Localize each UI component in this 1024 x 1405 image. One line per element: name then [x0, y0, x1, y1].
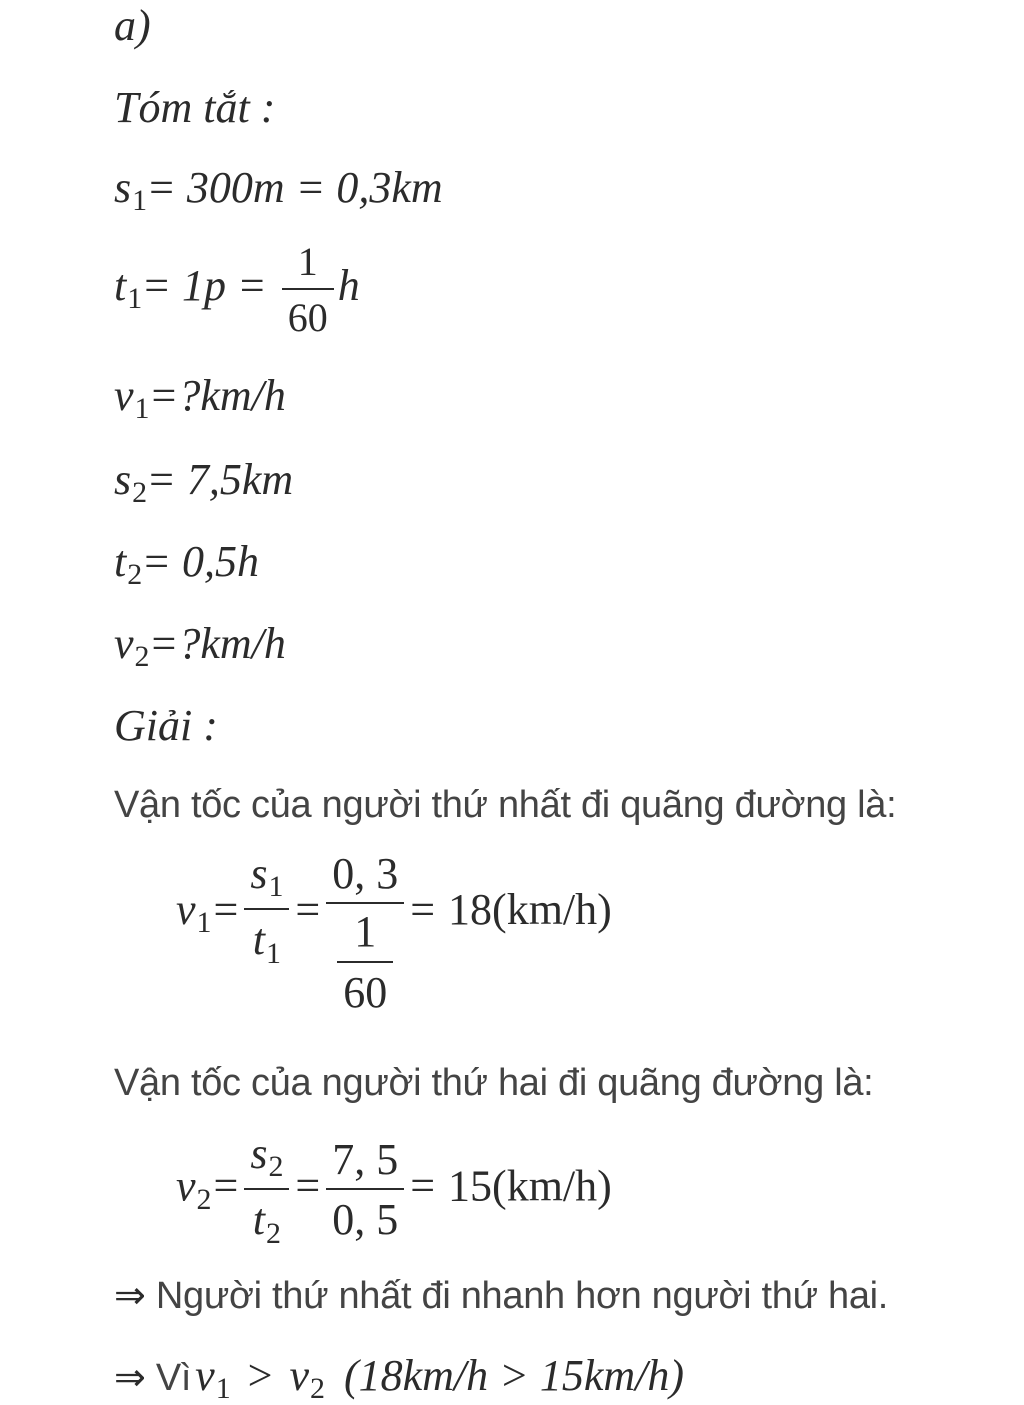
part-label: a)	[114, 1, 151, 50]
given-v2: $v_2=?km/h$	[114, 619, 286, 674]
given-s2: $s_2= 7,5km$	[114, 455, 294, 510]
solution-heading: Giải :	[114, 701, 218, 750]
conclusion: ⇒ Người thứ nhất đi nhanh hơn người thứ hai.	[114, 1273, 889, 1317]
comparison-math: $v_1 > v_2$ (18km/h > 15km/h)	[195, 1351, 685, 1405]
fraction-inner: $\frac{1}{60}$	[337, 908, 393, 1017]
implies-arrow-icon: ⇒	[114, 1273, 146, 1317]
implies-arrow-icon: ⇒	[114, 1355, 146, 1399]
given-t1: $t_1= 1p$ = $\frac{1}{60}$ h	[114, 239, 360, 340]
because-line: ⇒ Vì $v_1 > v_2$ (18km/h > 15km/h)	[114, 1351, 685, 1405]
fraction-values: $\frac{7, 5}{0, 5}$	[326, 1136, 404, 1245]
fraction-s1-t1: $\frac{s_1}{t_1}$	[244, 850, 289, 971]
given-v1: $v_1=?km/h$	[114, 371, 286, 426]
given-s1-value: 300m = 0,3km	[186, 163, 443, 212]
given-s1: $s_1= 300m = 0,3km$	[114, 163, 443, 218]
summary-heading: Tóm tắt :	[114, 83, 276, 132]
step1-text: Vận tốc của người thứ nhất đi quãng đường là:	[114, 784, 897, 826]
equation-v2: $v_2=$ $\frac{s_2}{t_2}$ = $\frac{7, 5}{0, 5}$ = 15(km/h)	[176, 1129, 612, 1250]
fraction-complex: $\frac{0, 3}{\frac{1}{60}}$	[326, 850, 404, 1017]
equation-v1: $v_1=$ $\frac{s_1}{t_1}$ = $\frac{0, 3}{\frac{1}{60}}$ = 18(km/h)	[176, 849, 612, 1017]
given-t2: $t_2= 0,5h$	[114, 537, 260, 592]
fraction: $\frac{1}{60}$	[282, 240, 334, 340]
step2-text: Vận tốc của người thứ hai đi quãng đường là:	[114, 1062, 874, 1104]
fraction-s2-t2: $\frac{s_2}{t_2}$	[244, 1130, 289, 1251]
